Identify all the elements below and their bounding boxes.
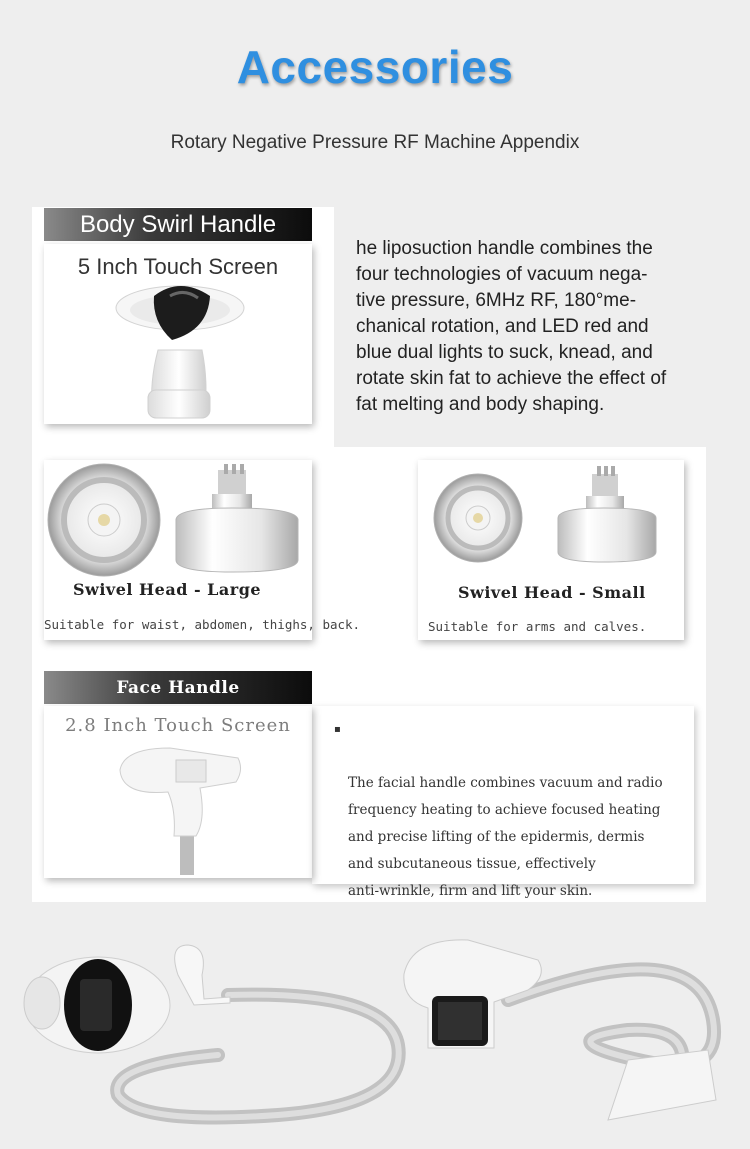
face-handle-with-cable-image: [398, 930, 728, 1130]
face-handle-tab: [44, 671, 312, 704]
body-handle-image: [110, 280, 260, 425]
body-handle-screen-label: 5 Inch Touch Screen: [77, 254, 279, 279]
body-handle-tab: [44, 208, 312, 241]
swivel-small-image: [432, 466, 672, 566]
body-handle-with-cable-image: [18, 935, 418, 1140]
swivel-small-label: Swivel Head - Small: [458, 583, 646, 602]
swivel-small-usage: Suitable for arms and calves.: [428, 619, 647, 634]
bullet-icon: ▪: [334, 724, 341, 735]
face-handle-screen-label: 2.8 Inch Touch Screen: [65, 715, 291, 736]
face-handle-description: The facial handle combines vacuum and radio frequency heating to achieve focused heating and precise lifting of the epidermis, dermis and subcutaneous tissue, effectively anti-wrinkle, firm and lift your skin.: [348, 775, 663, 899]
swivel-large-image: [48, 464, 308, 576]
face-handle-description-block: [334, 716, 694, 932]
face-handle-image: [110, 740, 250, 875]
page-title: Accessories: [236, 41, 514, 93]
page-subtitle: Rotary Negative Pressure RF Machine Appendix: [170, 132, 580, 153]
swivel-large-label: Swivel Head - Large: [73, 580, 262, 599]
body-handle-description: he liposuction handle combines the four technologies of vacuum nega- tive pressure, 6MHz RF, 180°me- chanical rotation, and LED red and blue dual lights to suck, knead, and rotate skin fat to achieve the effect of fat melting and body shaping.: [356, 238, 667, 415]
body-handle-tab-label: Body Swirl Handle: [79, 210, 277, 238]
swivel-large-usage: Suitable for waist, abdomen, thighs, back.: [44, 617, 361, 632]
face-handle-tab-label: Face Handle: [116, 677, 240, 698]
